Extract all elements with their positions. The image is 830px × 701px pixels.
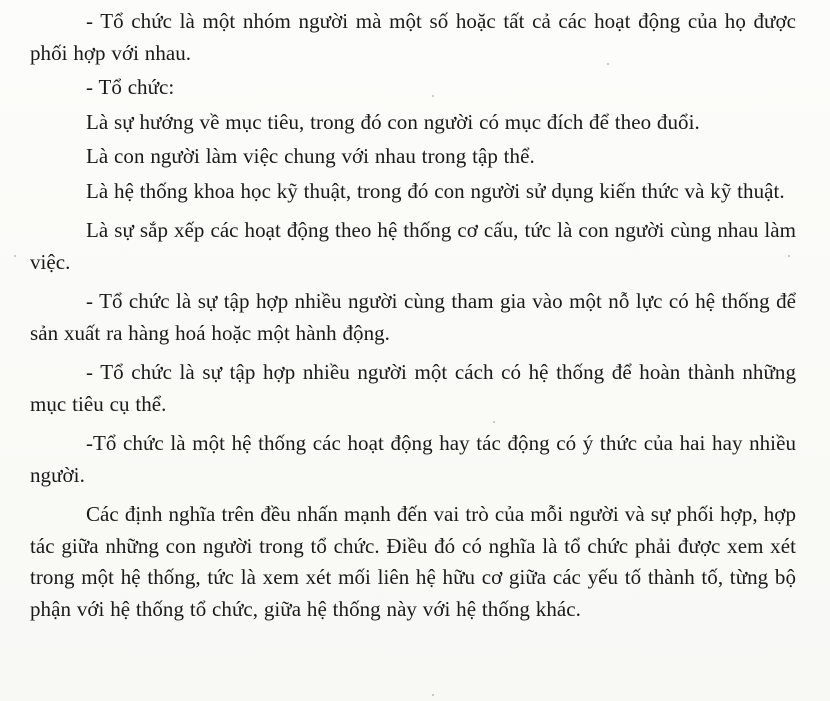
scan-speck [607,63,609,65]
paragraph-6: Là sự sắp xếp các hoạt động theo hệ thống cơ cấu, tức là con người cùng nhau làm việc. [30,218,796,274]
scan-speck [432,694,434,696]
scan-speck [14,255,16,257]
paragraph-5: Là hệ thống khoa học kỹ thuật, trong đó con người sử dụng kiến thức và kỹ thuật. [86,178,785,203]
paragraph-3: Là sự hướng về mục tiêu, trong đó con người có mục đích để theo đuổi. [86,109,700,134]
paragraph-9: -Tổ chức là một hệ thống các hoạt động hay tác động có ý thức của hai hay nhiều người. [30,431,796,487]
paragraph-8: - Tổ chức là sự tập hợp nhiều người một cách có hệ thống để hoàn thành những mục tiêu cụ thể. [30,360,796,416]
scan-speck [493,421,495,423]
scan-speck [788,255,790,257]
paragraph-4: Là con người làm việc chung với nhau trong tập thể. [86,144,535,168]
paragraph-2: - Tổ chức: [86,75,175,99]
paragraph-7: - Tổ chức là sự tập hợp nhiều người cùng tham gia vào một nỗ lực có hệ thống để sản xuất ra hàng hoá hoặc một hành động. [30,289,796,345]
paragraph-1: - Tổ chức là một nhóm người mà một số hoặc tất cả các hoạt động của họ được phối hợp với nhau. [30,9,796,65]
paragraph-10: Các định nghĩa trên đều nhấn mạnh đến vai trò của mỗi người và sự phối hợp, hợp tác giữa những con người trong tổ chức. Điều đó có nghĩa là tổ chức phải được xem xét trong một hệ thống, tức là xem xét mối liên hệ hữu cơ giữa các yếu tố thành tố, từng bộ phận với hệ thống tổ chức, giữa hệ thống này với hệ thống khác. [30,502,796,621]
scan-speck [432,95,434,97]
